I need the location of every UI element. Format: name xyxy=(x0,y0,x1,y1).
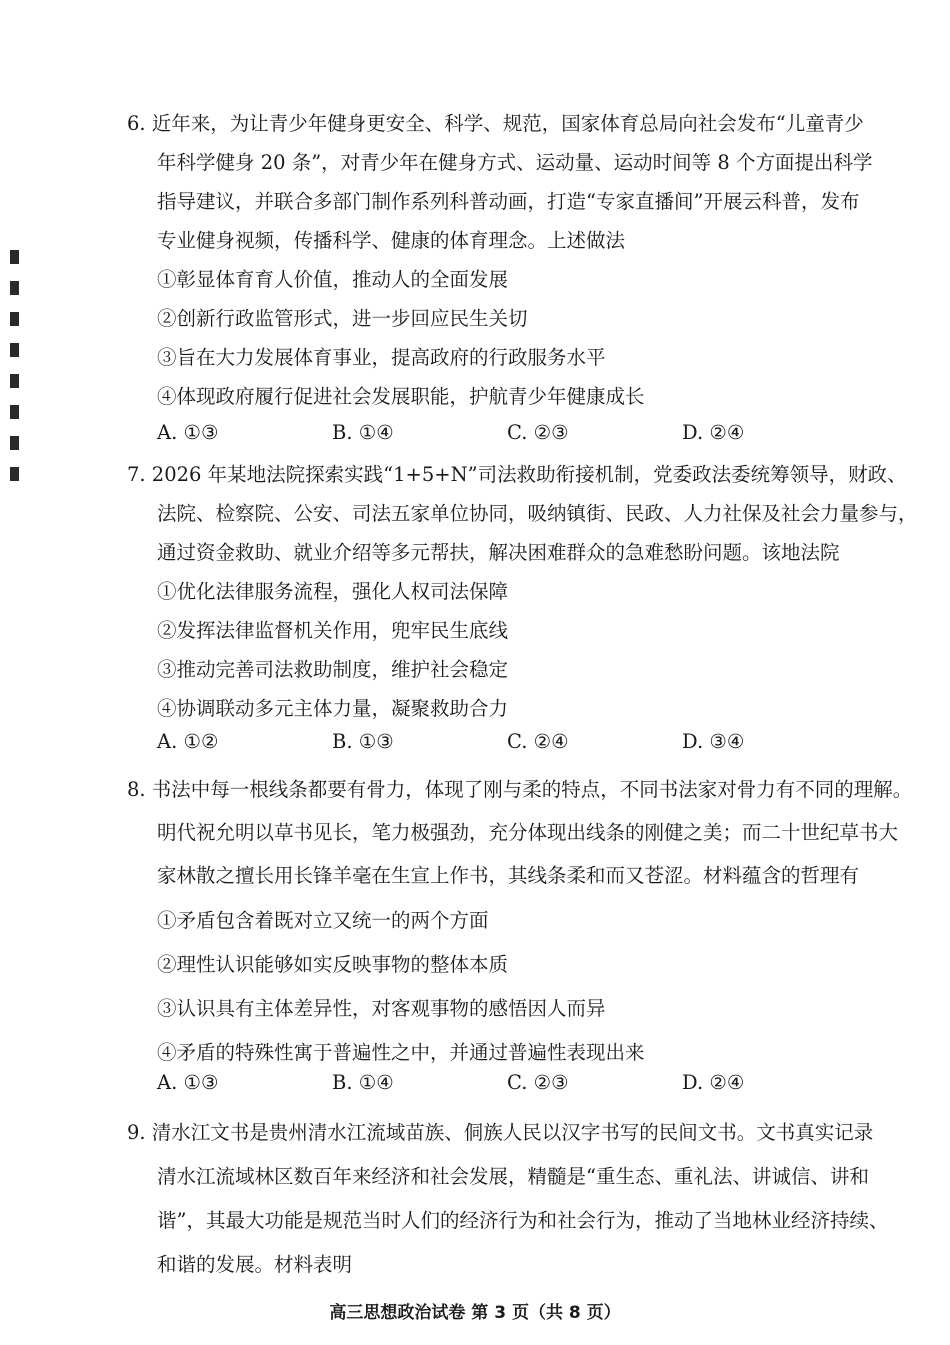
option-d[interactable]: D. ②④ xyxy=(682,421,745,444)
option-a[interactable]: A. ①③ xyxy=(157,421,219,444)
question-stem-line: 年科学健身 20 条”，对青少年在健身方式、运动量、运动时间等 8 个方面提出科学 xyxy=(157,151,873,174)
binding-mark xyxy=(10,436,19,450)
statement-1: ①彰显体育育人价值，推动人的全面发展 xyxy=(157,268,509,291)
question-stem-line: 6. 近年来，为让青少年健身更安全、科学、规范，国家体育总局向社会发布“儿童青少 xyxy=(127,112,864,135)
question-stem-line: 谐”，其最大功能是规范当时人们的经济行为和社会行为，推动了当地林业经济持续、 xyxy=(157,1209,889,1232)
question-stem-line: 9. 清水江文书是贵州清水江流域苗族、侗族人民以汉字书写的民间文书。文书真实记录 xyxy=(127,1121,874,1144)
question-stem-line: 明代祝允明以草书见长，笔力极强劲，充分体现出线条的刚健之美；而二十世纪草书大 xyxy=(157,821,899,844)
binding-mark xyxy=(10,374,19,388)
binding-mark xyxy=(10,250,19,264)
option-b[interactable]: B. ①④ xyxy=(332,421,394,444)
statement-3: ③推动完善司法救助制度，维护社会稳定 xyxy=(157,658,509,681)
option-c[interactable]: C. ②④ xyxy=(507,730,569,753)
question-stem-line: 清水江流域林区数百年来经济和社会发展，精髓是“重生态、重礼法、讲诚信、讲和 xyxy=(157,1165,869,1188)
question-stem-line: 通过资金救助、就业介绍等多元帮扶，解决困难群众的急难愁盼问题。该地法院 xyxy=(157,541,840,564)
statement-2: ②发挥法律监督机关作用，兜牢民生底线 xyxy=(157,619,509,642)
statement-2: ②创新行政监管形式，进一步回应民生关切 xyxy=(157,307,528,330)
question-stem-line: 指导建议，并联合多部门制作系列科普动画，打造“专家直播间”开展云科普，发布 xyxy=(157,190,860,213)
binding-mark xyxy=(10,281,19,295)
question-stem-line: 和谐的发展。材料表明 xyxy=(157,1253,353,1276)
question-stem-line: 家林散之擅长用长锋羊毫在生宣上作书，其线条柔和而又苍涩。材料蕴含的哲理有 xyxy=(157,864,860,887)
option-d[interactable]: D. ③④ xyxy=(682,730,745,753)
statement-4: ④协调联动多元主体力量，凝聚救助合力 xyxy=(157,697,509,720)
statement-4: ④矛盾的特殊性寓于普遍性之中，并通过普遍性表现出来 xyxy=(157,1041,645,1064)
binding-mark xyxy=(10,405,19,419)
question-stem-line: 7. 2026 年某地法院探索实践“1+5+N”司法救助衔接机制，党委政法委统筹领导，财政、 xyxy=(127,463,907,486)
statement-1: ①矛盾包含着既对立又统一的两个方面 xyxy=(157,909,489,932)
binding-mark xyxy=(10,312,19,326)
binding-mark xyxy=(10,343,19,357)
binding-mark xyxy=(10,467,19,481)
statement-4: ④体现政府履行促进社会发展职能，护航青少年健康成长 xyxy=(157,385,645,408)
question-stem-line: 专业健身视频，传播科学、健康的体育理念。上述做法 xyxy=(157,229,626,252)
option-b[interactable]: B. ①④ xyxy=(332,1071,394,1094)
option-c[interactable]: C. ②③ xyxy=(507,421,569,444)
question-stem-line: 8. 书法中每一根线条都要有骨力，体现了刚与柔的特点，不同书法家对骨力有不同的理解。 xyxy=(127,778,913,801)
statement-3: ③认识具有主体差异性，对客观事物的感悟因人而异 xyxy=(157,997,606,1020)
option-a[interactable]: A. ①③ xyxy=(157,1071,219,1094)
statement-3: ③旨在大力发展体育事业，提高政府的行政服务水平 xyxy=(157,346,606,369)
option-c[interactable]: C. ②③ xyxy=(507,1071,569,1094)
statement-1: ①优化法律服务流程，强化人权司法保障 xyxy=(157,580,509,603)
option-a[interactable]: A. ①② xyxy=(157,730,219,753)
binding-marks xyxy=(10,250,22,498)
option-d[interactable]: D. ②④ xyxy=(682,1071,745,1094)
page-footer: 高三思想政治试卷 第 3 页（共 8 页） xyxy=(329,1303,621,1323)
statement-2: ②理性认识能够如实反映事物的整体本质 xyxy=(157,953,509,976)
option-b[interactable]: B. ①③ xyxy=(332,730,394,753)
question-stem-line: 法院、检察院、公安、司法五家单位协同，吸纳镇街、民政、人力社保及社会力量参与， xyxy=(157,502,918,525)
